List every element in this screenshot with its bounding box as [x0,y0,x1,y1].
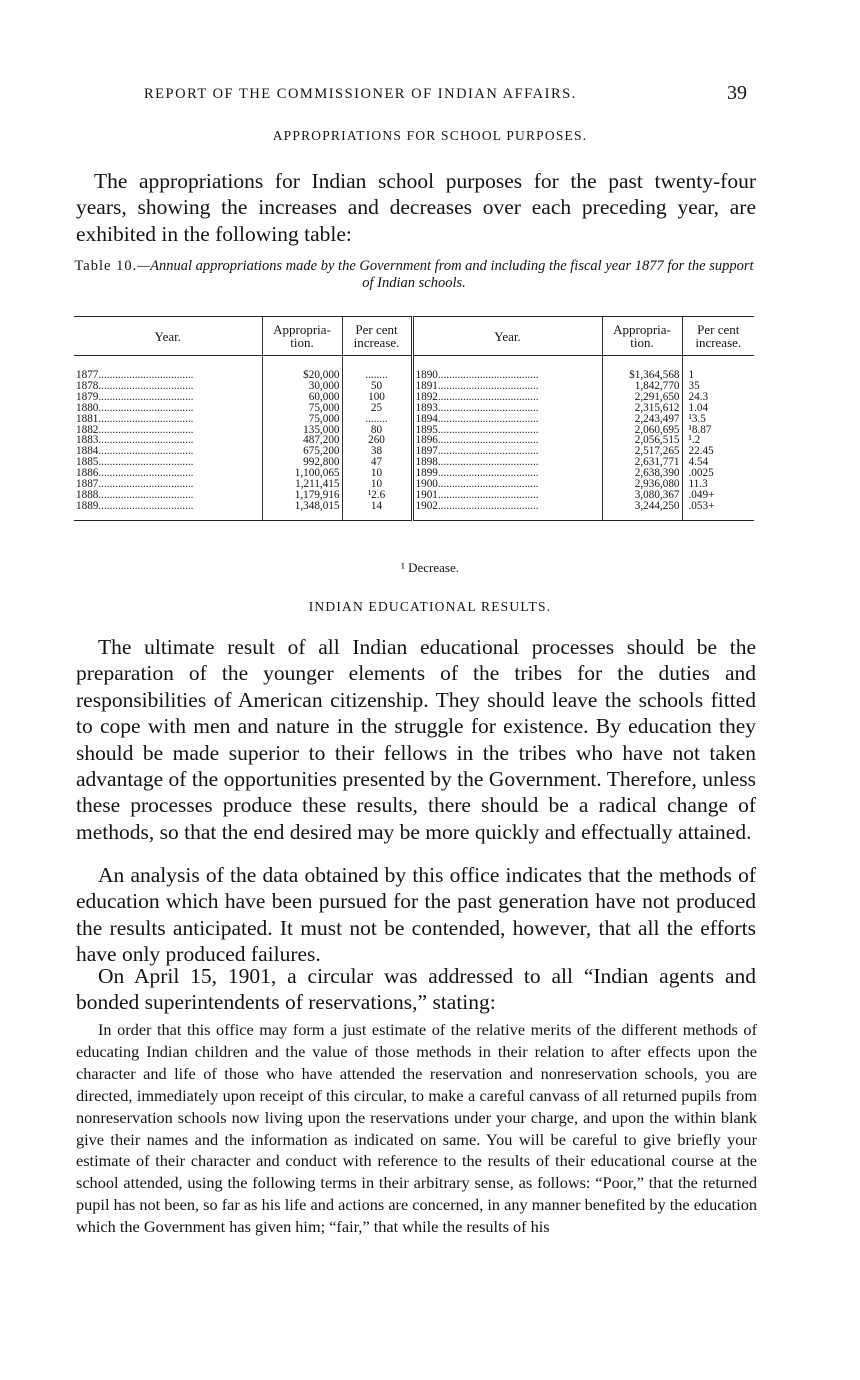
row-year-right-text: 1900 [415,478,438,491]
intro-paragraph-text: The appropriations for Indian school purposes for the past twenty-four years, showing the increases and decreases over each preceding year, are exhibited in the following table: [76,169,756,246]
row-appropriation-left-text: 75,000 [308,412,340,425]
row-appropriation-left-text: 675,200 [303,445,340,458]
row-appropriation-right-text: 3,244,250 [634,499,680,512]
row-appropriation-right-text: 1,842,770 [634,379,680,392]
row-percent-left-text: 25 [370,401,383,414]
body-paragraph-2 [76,862,756,968]
body-paragraph-1-text: The ultimate result of all Indian educational processes should be the preparation of the younger elements of the tribes for the duties and responsibilities of American citizenship. They should leave the schools fitted to cope with men and nature in the struggle for existence. By education they should be made superior to their fellows in the tribes who have not taken advantage of the opportunities presented by the Government. Therefore, unless these processes produce these results, there should be a radical change of methods, so that the end desired may be more quickly and effectually attained. [76,635,756,844]
body-paragraph-3-text: On April 15, 1901, a circular was addressed to all “Indian agents and bonded superintendents of reservations,” stating: [76,964,756,1015]
row-percent-right-text: .0025 [688,467,714,480]
leader-dots: .................................... [437,401,539,414]
row-percent-left-text: 10 [370,478,383,491]
row-year-right-text: 1895 [415,423,438,436]
row-percent-right-text: .049+ [688,488,715,501]
intro-paragraph [76,168,756,247]
leader-dots: .................................... [437,488,539,501]
circular-quote-text: In order that this office may form a just estimate of the relative merits of the different methods of educating Indian children and the value of those methods in their relation to after effects upon the character and life of those who have attended the reservation and nonreservation schools, you are directed, immediately upon receipt of this circular, to make a careful canvass of all returned pupils from nonreservation schools now living upon the reservations under your charge, and upon the within blank give their names and the information as indicated on same. You will be careful to give briefly your estimate of their character and conduct with reference to the results of their educational course at the school attended, using the following terms in their arbitrary sense, as follows: “Poor,” that the returned pupil has not been, so far as his life and actions are concerned, in any manner benefited by the education which the Government has given him; “fair,” that while the results of his [76,1020,757,1237]
row-percent-left-text: ¹2.6 [367,488,386,501]
row-year-right-text: 1899 [415,467,438,480]
header-percent-left: Per cent increase. [342,317,412,356]
leader-dots: .................................. [98,478,194,491]
row-year-left-text: 1884 [76,445,99,458]
leader-dots: .................................. [98,412,194,425]
row-year-right-text: 1896 [415,434,438,447]
row-year-right-text: 1901 [415,488,438,501]
leader-dots: .................................. [98,488,194,501]
header-year-left: Year. [74,317,262,356]
row-appropriation-left-text: 1,211,415 [295,478,340,491]
row-appropriation-right-text: 2,243,497 [634,412,680,425]
row-percent-left-text: 100 [368,390,385,403]
table-caption-text: —Annual appropriations made by the Government from and including the fiscal year 1877 for the support of Indian schools. [137,258,754,291]
row-percent-right [682,501,754,520]
row-percent-left-text: 80 [370,423,383,436]
table-body [74,356,754,521]
row-appropriation-left-text: 1,179,916 [294,488,340,501]
leader-dots: .................................. [98,390,194,403]
row-percent-right-text: 1.04 [688,401,709,414]
row-year-right-text: 1902 [415,499,438,512]
row-appropriation-left-text: 60,000 [308,390,340,403]
row-percent-right-text: 24.3 [688,390,709,403]
row-year-left-text: 1879 [76,390,99,403]
row-year-right [412,501,602,520]
row-percent-right-text: .053+ [688,499,715,512]
row-appropriation-right [602,501,682,520]
row-year-left-text: 1880 [76,401,99,414]
circular-quote [76,1019,757,1238]
row-year-right [412,356,602,381]
table-caption [74,258,754,292]
leader-dots: .................................. [98,369,194,381]
row-percent-left-text: 14 [370,499,383,512]
row-appropriation-right-text: 2,631,771 [634,456,680,469]
leader-dots: .................................... [437,423,539,436]
leader-dots: .................................. [98,499,194,512]
row-year-left-text: 1881 [76,412,99,425]
row-appropriation-left-text: 30,000 [308,379,340,392]
row-percent-right [682,356,754,381]
header-year-right: Year. [412,317,602,356]
row-year-left [74,356,262,381]
leader-dots: .................................... [437,445,539,458]
leader-dots: .................................... [437,412,539,425]
table-row [74,501,754,520]
row-percent-right-text: 11.3 [688,478,708,491]
row-year-left-text: 1888 [76,488,99,501]
row-appropriation-right-text: 2,936,080 [634,478,680,491]
row-percent-left [342,356,412,381]
row-percent-right-text: ¹8.87 [688,423,712,436]
row-appropriation-left [262,501,342,520]
row-percent-right-text: ¹3.5 [688,412,706,425]
row-year-left-text: 1887 [76,478,99,491]
row-year-left-text: 1889 [76,499,99,512]
section-heading-results: INDIAN EDUCATIONAL RESULTS. [308,599,552,614]
row-appropriation-right [602,356,682,381]
row-year-right-text: 1894 [415,412,438,425]
row-appropriation-left-text: 135,000 [303,423,340,436]
leader-dots: .................................. [98,379,194,392]
row-appropriation-right-text: 2,638,390 [634,467,680,480]
leader-dots: .................................. [98,401,194,414]
row-appropriation-left-text: $20,000 [303,369,340,381]
page-number: 39 [727,82,747,104]
row-percent-right-text: 4.54 [688,456,709,469]
row-appropriation-right-text: 2,291,650 [634,390,680,403]
leader-dots: .................................... [437,456,539,469]
leader-dots: .................................. [98,423,194,436]
row-appropriation-left-text: 1,100,065 [294,467,340,480]
row-appropriation-left-text: 1,348,015 [294,499,340,512]
appropriations-table-container [74,316,754,521]
header-appropriation-right: Appropria-tion. [602,317,682,356]
row-percent-right-text: 22.45 [688,445,714,458]
leader-dots: .................................... [437,390,539,403]
row-percent-left-text: 47 [370,456,383,469]
body-paragraph-1 [76,634,756,845]
body-paragraph-3 [76,963,756,1016]
leader-dots: .................................... [437,434,539,447]
row-appropriation-right-text: $1,364,568 [629,369,680,381]
appropriations-table [74,316,754,521]
table-header-row [74,317,754,356]
row-percent-left-text: 38 [370,445,383,458]
row-year-left-text: 1878 [76,379,99,392]
body-paragraph-2-text: An analysis of the data obtained by this office indicates that the methods of education which have been pursued for the past generation have not produced the results anticipated. It must not be contended, however, that all the efforts have only produced failures. [76,863,756,967]
running-head-title: REPORT OF THE COMMISSIONER OF INDIAN AFFAIRS. [144,86,577,102]
section-heading-appropriations: APPROPRIATIONS FOR SCHOOL PURPOSES. [272,128,588,143]
row-year-left-text: 1883 [76,434,99,447]
row-year-right-text: 1892 [415,390,438,403]
row-year-left-text: 1882 [76,423,99,436]
row-percent-left-text: 260 [368,434,385,447]
leader-dots: .................................. [98,456,194,469]
leader-dots: .................................... [437,467,539,480]
row-year-left [74,501,262,520]
row-percent-left [342,501,412,520]
row-appropriation-left-text: 992,800 [303,456,340,469]
row-percent-left-text: ........ [365,369,388,381]
leader-dots: .................................. [98,434,194,447]
row-percent-right-text: 35 [688,379,700,392]
row-appropriation-right-text: 2,315,612 [634,401,680,414]
row-appropriation-left [262,356,342,381]
row-year-left-text: 1877 [76,369,99,381]
row-year-right-text: 1893 [415,401,438,414]
table-label: Table 10. [74,258,138,274]
header-appropriation-left: Appropria-tion. [262,317,342,356]
row-percent-left-text: 10 [370,467,383,480]
row-appropriation-left-text: 75,000 [308,401,340,414]
leader-dots: .................................... [437,369,539,381]
leader-dots: .................................... [437,499,539,512]
row-percent-left-text: ........ [365,412,388,425]
row-year-left-text: 1886 [76,467,99,480]
row-percent-left-text: 50 [370,379,383,392]
row-appropriation-right-text: 3,080,367 [634,488,680,501]
header-percent-right: Per cent increase. [682,317,754,356]
row-appropriation-right-text: 2,056,515 [634,434,680,447]
running-head [0,82,860,106]
row-appropriation-right-text: 2,517,265 [634,445,680,458]
table-row [74,356,754,381]
row-year-right-text: 1890 [415,369,438,381]
leader-dots: .................................... [437,478,539,491]
row-year-right-text: 1891 [415,379,438,392]
row-appropriation-right-text: 2,060,695 [634,423,680,436]
leader-dots: .................................... [437,379,539,392]
row-percent-right-text: 1 [688,369,695,381]
table-footnote: ¹ Decrease. [400,560,460,575]
row-year-right-text: 1898 [415,456,438,469]
leader-dots: .................................. [98,445,194,458]
row-year-left-text: 1885 [76,456,99,469]
row-year-right-text: 1897 [415,445,438,458]
leader-dots: .................................. [98,467,194,480]
row-percent-right-text: ¹.2 [688,434,701,447]
row-appropriation-left-text: 487,200 [303,434,340,447]
